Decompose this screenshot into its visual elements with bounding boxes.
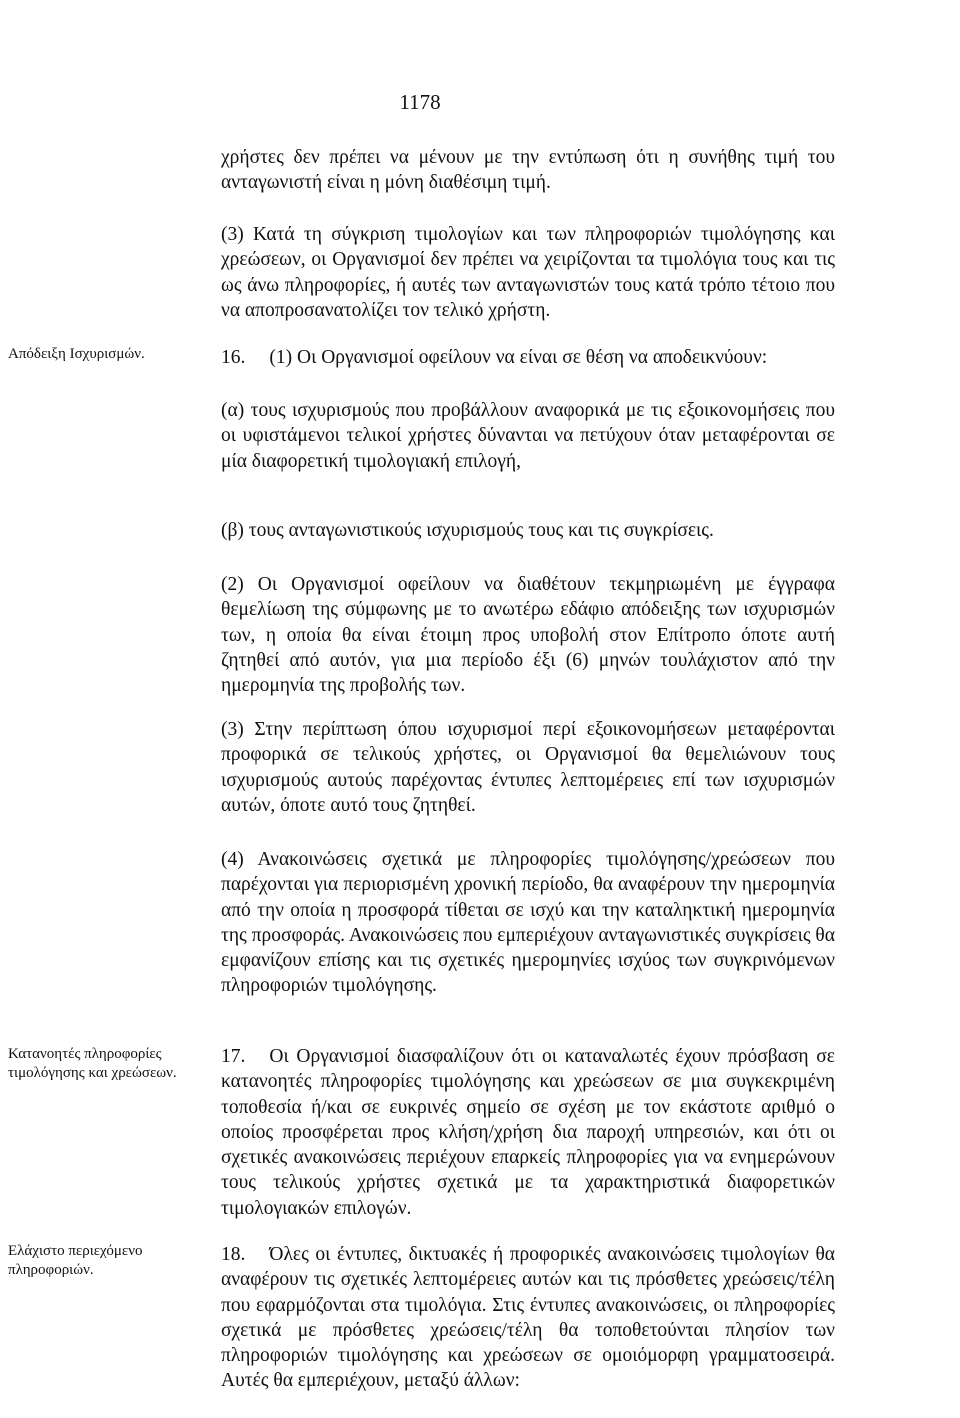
section-17 bbox=[221, 1044, 835, 1221]
section-16-4: (4) Ανακοινώσεις σχετικά με πληροφορίες τιμολόγησης/χρεώσεων που παρέχονται για περιορισμένη χρονική περίοδο, θα αναφέρουν την ημερομηνία από την οποία η προσφορά τίθεται σε ισχύ και την καταληκτική ημερομηνία της προσφοράς. Ανακοινώσεις που εμπεριέχουν ανταγωνιστικές συγκρίσεις θα εμφανίζουν επίσης και τις σχετικές ημερομηνίες ισχύος των συγκρινόμενων πληροφοριών τιμολόγησης. bbox=[221, 849, 835, 997]
section-16-a: (α) τους ισχυρισμούς που προβάλλουν αναφορικά με τις εξοικονομήσεις που οι υφιστάμενοι τελικοί χρήστες δύνανται να πετύχουν όταν μεταφέρονται σε μία διαφορετική τιμολογιακή επιλογή, bbox=[221, 400, 835, 472]
section-17-number: 17. bbox=[221, 1046, 246, 1067]
paragraph-continuation: χρήστες δεν πρέπει να μένουν με την εντύπωση ότι η συνήθης τιμή του ανταγωνιστή είναι η μόνη διαθέσιμη τιμή. bbox=[221, 147, 835, 194]
margin-note-minimum-content: Ελάχιστο περιεχόμενο πληροφοριών. bbox=[8, 1243, 143, 1278]
section-16-1-text: (1) Οι Οργανισμοί οφείλουν να είναι σε θέση να αποδεικνύουν: bbox=[269, 347, 768, 368]
section-16-number: 16. bbox=[221, 347, 246, 368]
section-17-text: Οι Οργανισμοί διασφαλίζουν ότι οι καταναλωτές έχουν πρόσβαση σε κατανοητές πληροφορίες τιμολόγησης και χρεώσεων σε μια συγκεκριμένη τοποθεσία ή/και σε ευκρινές σημείο σε σχέση με τον εκάστοτε αριθμό ο οποίος προσφέρεται προς κλήση/χρήση δια παροχή υπηρεσιών, και ότι οι σχετικές ανακοινώσεις περιέχουν επαρκείς πληροφορίες για να ενημερώνουν τους τελικούς χρήστες σχετικά με τα χαρακτηριστικά διαφορετικών τιμολογιακών επιλογών. bbox=[221, 1046, 835, 1219]
section-16-2: (2) Οι Οργανισμοί οφείλουν να διαθέτουν τεκμηριωμένη με έγγραφα θεμελίωση της σύμφωνης με το ανωτέρω εδάφιο απόδειξης των ισχυρισμών των, η οποία θα είναι έτοιμη προς υποβολή στον Επίτροπο όποτε αυτή ζητηθεί από αυτόν, για μια περίοδο έξι (6) μηνών τουλάχιστον από την ημερομηνία της προβολής των. bbox=[221, 574, 835, 697]
section-18 bbox=[221, 1242, 835, 1394]
margin-note-claims-proof: Απόδειξη Ισχυρισμών. bbox=[8, 346, 145, 362]
section-16-intro bbox=[221, 345, 835, 370]
section-16-3: (3) Στην περίπτωση όπου ισχυρισμοί περί εξοικονομήσεων μεταφέρονται προφορικά σε τελικούς χρήστες, οι Οργανισμοί θα θεμελιώνουν τους ισχυρισμούς αυτούς παρέχοντας έντυπες λεπτομέρειες επί των ισχυρισμών αυτών, όποτε αυτό τους ζητηθεί. bbox=[221, 719, 835, 816]
section-18-text: Όλες οι έντυπες, δικτυακές ή προφορικές ανακοινώσεις τιμολογίων θα αναφέρουν τις σχετικές λεπτομέρειες αυτών και τις πρόσθετες χρεώσεις/τέλη που εφαρμόζονται στα τιμολόγια. Στις έντυπες ανακοινώσεις, οι πληροφορίες σχετικά με πρόσθετες χρεώσεις/τέλη θα τοποθετούνται πλησίον των πληροφοριών τιμολόγησης και χρεώσεων σε ομοιόμορφη γραμματοσειρά. Αυτές θα εμπεριέχουν, μεταξύ άλλων: bbox=[221, 1244, 835, 1392]
page-number: 1178 bbox=[399, 90, 441, 114]
paragraph-15-3: (3) Κατά τη σύγκριση τιμολογίων και των πληροφοριών τιμολόγησης και χρεώσεων, οι Οργανισμοί δεν πρέπει να χειρίζονται τα τιμολόγια τους και τις ως άνω πληροφορίες, ή αυτές των ανταγωνιστών τους κατά τρόπο τέτοιο που να αποπροσανατολίζει τον τελικό χρήστη. bbox=[221, 224, 835, 321]
margin-note-pricing-info: Κατανοητές πληροφορίες τιμολόγησης και χρεώσεων. bbox=[8, 1046, 177, 1081]
section-18-number: 18. bbox=[221, 1244, 246, 1265]
section-16-b: (β) τους ανταγωνιστικούς ισχυρισμούς τους και τις συγκρίσεις. bbox=[221, 520, 714, 541]
